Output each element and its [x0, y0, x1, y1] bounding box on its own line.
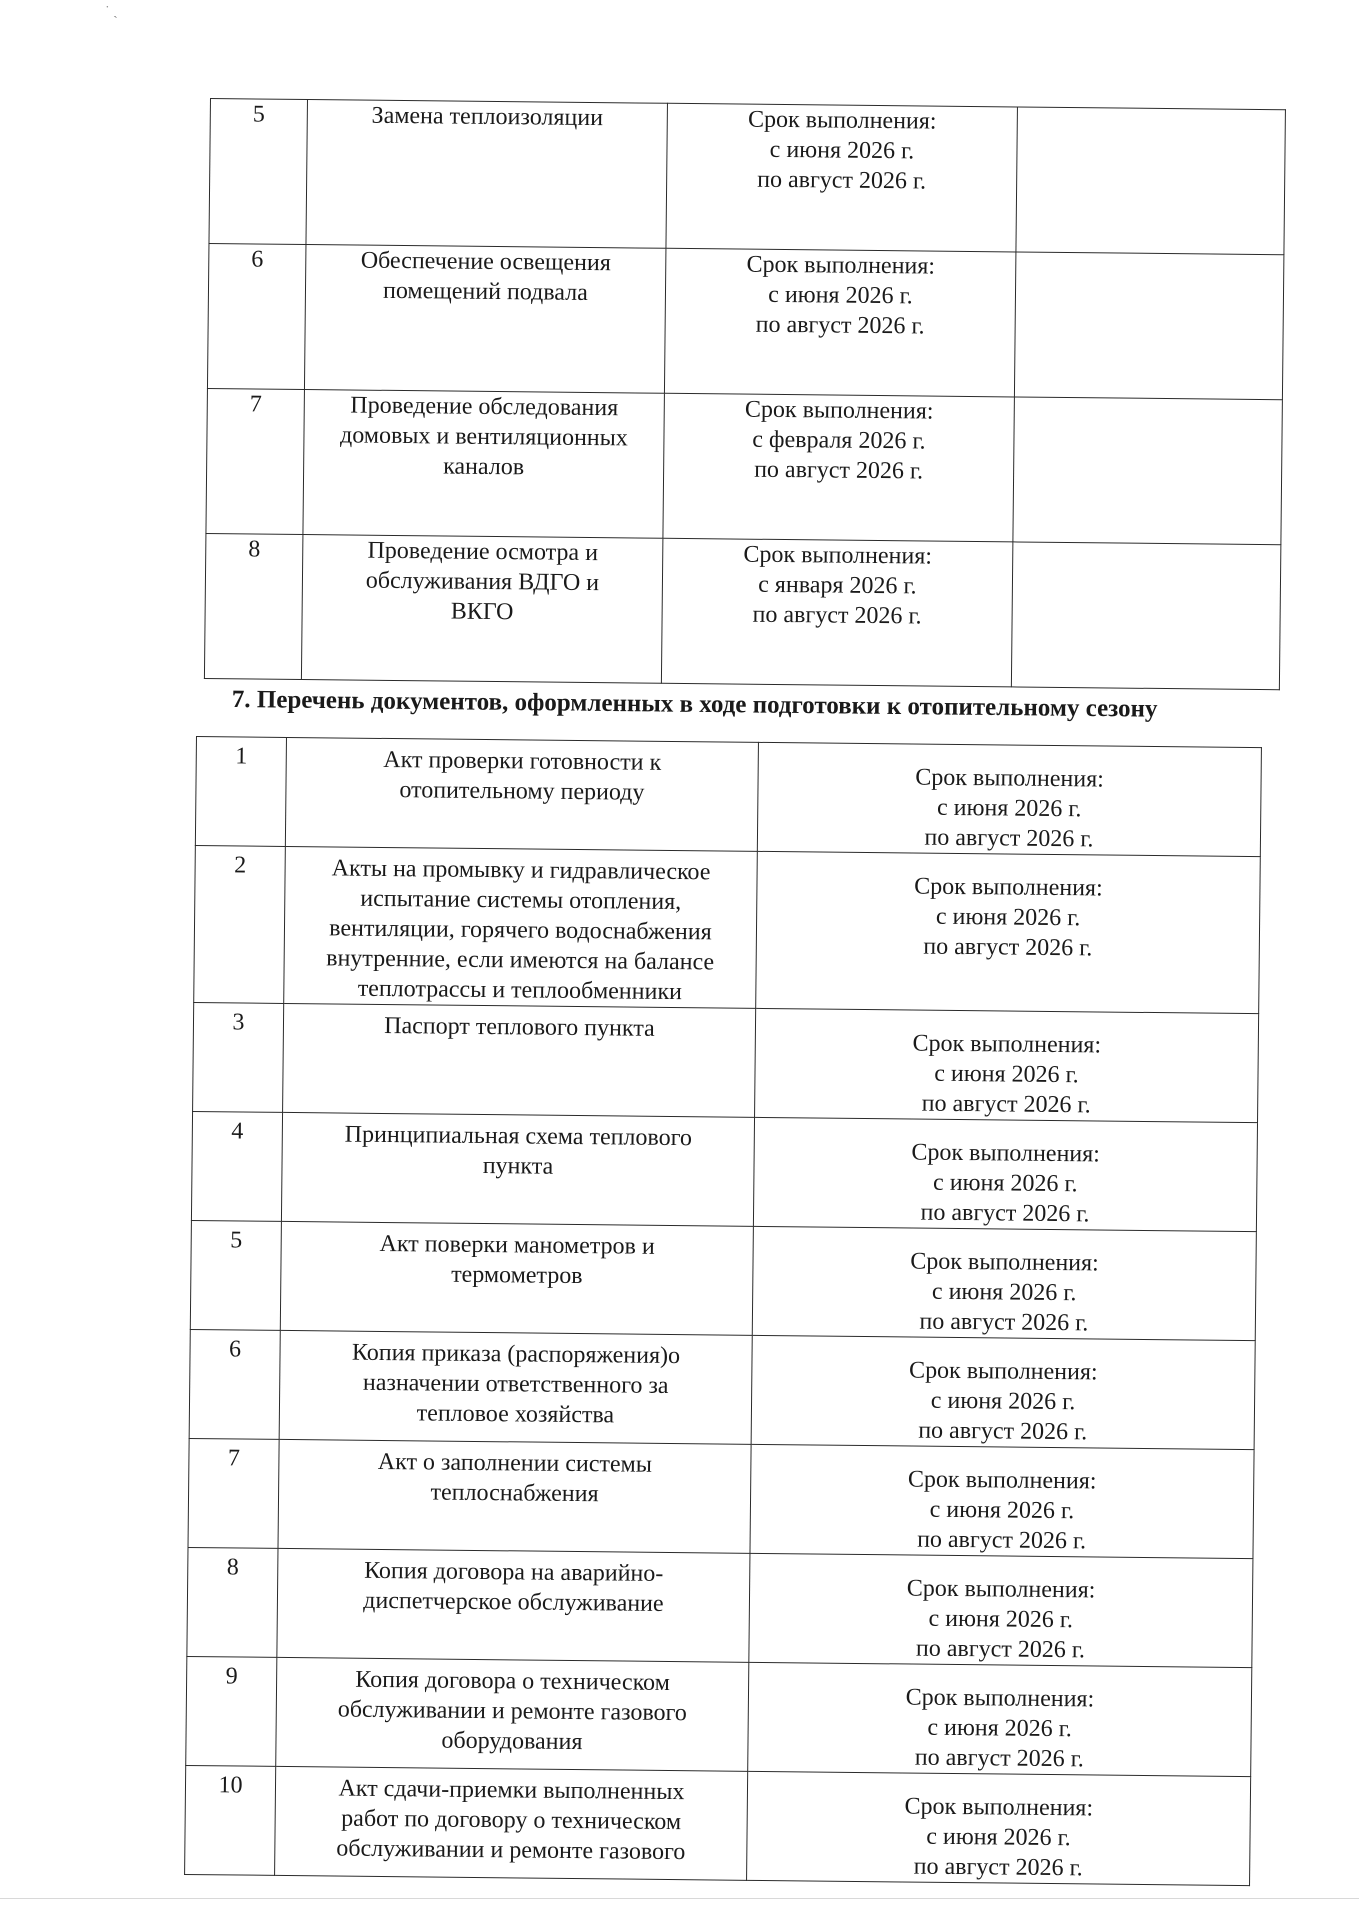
work-name-line: помещений подвала	[382, 277, 588, 306]
document-term-line: Срок выполнения:	[905, 1684, 1095, 1713]
work-name-line: Проведение обследования	[350, 392, 619, 422]
documents-table-row	[187, 1547, 1253, 1667]
documents-table-row	[195, 737, 1261, 857]
document-term-line: Срок выполнения:	[907, 1466, 1097, 1495]
document-term	[753, 1117, 1257, 1231]
document-name-line: Копия договора на аварийно-	[364, 1557, 664, 1587]
row-number: 8	[187, 1547, 278, 1657]
document-name-line: вентиляции, горячего водоснабжения	[329, 915, 712, 946]
document-term	[749, 1553, 1253, 1667]
document-term	[755, 1008, 1259, 1122]
document-term	[748, 1662, 1252, 1776]
document-term-line: по август 2026 г.	[913, 1853, 1083, 1882]
document-name-line: Копия приказа (распоряжения)о	[351, 1339, 681, 1370]
document-name-line: Принципиальная схема теплового	[344, 1121, 693, 1152]
row-number: 5	[209, 99, 308, 245]
document-name	[283, 1003, 756, 1117]
works-table	[204, 98, 1286, 690]
work-term-line: Срок выполнения:	[744, 396, 934, 425]
document-term-line: с июня 2026 г.	[936, 794, 1082, 823]
documents-table-row	[194, 845, 1261, 1013]
row-number: 7	[188, 1438, 279, 1548]
document-name-line: пункта	[482, 1153, 554, 1180]
work-term-line: с июня 2026 г.	[769, 136, 915, 165]
work-name	[303, 390, 664, 539]
document-term-line: Срок выполнения:	[912, 1030, 1102, 1059]
document-name	[278, 1439, 751, 1553]
work-term	[663, 393, 1014, 542]
document-term	[752, 1226, 1256, 1340]
work-name	[306, 100, 667, 249]
work-term-line: с февраля 2026 г.	[752, 426, 926, 455]
work-name-line: Проведение осмотра и	[367, 537, 599, 567]
documents-table	[184, 736, 1262, 1886]
section-heading: 7. Перечень документов, оформленных в ходе подготовки к отопительному сезону	[231, 686, 1158, 723]
document-name-line: тепловое хозяйства	[416, 1400, 615, 1429]
work-term-line: Срок выполнения:	[746, 251, 936, 280]
document-name-line: Акт проверки готовности к	[383, 746, 662, 776]
work-term	[666, 103, 1017, 252]
work-note	[1013, 397, 1283, 545]
document-term-line: Срок выполнения:	[908, 1357, 1098, 1386]
scan-edge-line	[0, 1898, 1359, 1899]
scan-artifact: ˙ ˏ	[105, 4, 118, 19]
row-number: 7	[206, 388, 305, 534]
work-term-line: Срок выполнения:	[747, 106, 937, 135]
document-term	[751, 1335, 1255, 1449]
document-term-line: по август 2026 г.	[915, 1635, 1086, 1664]
work-note	[1014, 252, 1284, 400]
document-name-line: диспетчерское обслуживание	[363, 1587, 664, 1617]
document-name-line: теплотрассы и теплообменники	[357, 975, 683, 1006]
document-name	[281, 1112, 754, 1226]
documents-table-row	[186, 1656, 1252, 1776]
row-number: 2	[194, 845, 286, 1003]
works-table-row	[204, 533, 1280, 689]
document-name-line: испытание системы отопления,	[360, 885, 682, 916]
work-term-line: по август 2026 г.	[752, 601, 922, 630]
document-term-line: с июня 2026 г.	[928, 1605, 1074, 1634]
document-name-line: отопительному периоду	[399, 777, 645, 806]
row-number: 1	[195, 737, 286, 847]
documents-table-body	[185, 737, 1262, 1886]
work-name-line: Замена теплоизоляции	[371, 102, 604, 132]
work-term-line: по август 2026 г.	[755, 311, 925, 340]
document-term	[747, 1771, 1251, 1885]
document-name-line: Паспорт теплового пункта	[384, 1012, 655, 1042]
document-term-line: с июня 2026 г.	[929, 1496, 1075, 1525]
work-note	[1016, 107, 1286, 255]
document-name	[280, 1221, 753, 1335]
document-term	[750, 1444, 1254, 1558]
document-term-line: по август 2026 г.	[921, 1090, 1091, 1119]
works-table-body	[204, 99, 1285, 690]
row-number: 6	[189, 1329, 280, 1439]
document-term	[756, 851, 1261, 1013]
documents-table-row	[185, 1765, 1251, 1885]
works-table-row	[206, 388, 1282, 544]
document-term-line: с июня 2026 г.	[930, 1387, 1076, 1416]
document-term-line: с июня 2026 г.	[926, 1823, 1071, 1852]
document-name	[279, 1330, 752, 1444]
document-name-line: Акт сдачи-приемки выполненных	[338, 1775, 685, 1806]
work-term	[661, 538, 1012, 687]
work-term-line: по август 2026 г.	[757, 166, 927, 195]
document-term-line: по август 2026 г.	[924, 824, 1094, 853]
documents-table-row	[190, 1220, 1256, 1340]
work-term-line: с января 2026 г.	[758, 571, 917, 600]
work-name	[304, 245, 665, 394]
document-name-line: обслуживании и ремонте газового	[337, 1696, 687, 1727]
document-term-line: Срок выполнения:	[914, 873, 1103, 902]
document-name-line: Акт поверки манометров и	[379, 1230, 655, 1260]
document-name	[285, 737, 758, 851]
work-term-line: по август 2026 г.	[754, 456, 924, 485]
work-note	[1011, 542, 1281, 690]
work-name	[301, 534, 662, 683]
documents-table-row	[193, 1002, 1259, 1122]
document-name	[277, 1548, 750, 1662]
document-name-line: внутренние, если имеются на балансе	[326, 945, 715, 976]
document-name	[284, 846, 758, 1008]
document-name-line: обслуживании и ремонте газового	[336, 1835, 686, 1866]
document-term-line: по август 2026 г.	[920, 1199, 1090, 1228]
document-name-line: работ по договору о техническом	[341, 1805, 682, 1836]
document-name-line: Акт о заполнении системы	[377, 1448, 653, 1478]
document-name-line: теплоснабжения	[430, 1479, 599, 1508]
document-term-line: Срок выполнения:	[915, 764, 1104, 793]
document-term-line: с июня 2026 г.	[927, 1714, 1073, 1743]
row-number: 9	[186, 1656, 277, 1766]
work-term	[664, 248, 1015, 397]
row-number: 6	[207, 243, 306, 389]
document-term-line: с июня 2026 г.	[931, 1278, 1077, 1307]
row-number: 3	[193, 1002, 284, 1112]
document-term	[757, 742, 1261, 856]
document-term-line: с июня 2026 г.	[934, 1060, 1079, 1089]
work-name-line: каналов	[443, 453, 525, 481]
documents-table-row	[191, 1111, 1257, 1231]
document-name	[275, 1766, 748, 1880]
document-term-line: Срок выполнения:	[910, 1248, 1099, 1277]
work-name-line: домовых и вентиляционных	[339, 422, 628, 452]
work-name-line: обслуживания ВДГО и	[365, 567, 600, 597]
document-name-line: термометров	[451, 1261, 583, 1290]
document-name-line: назначении ответственного за	[362, 1369, 669, 1399]
document-term-line: по август 2026 г.	[918, 1417, 1088, 1446]
work-term-line: с июня 2026 г.	[768, 281, 913, 310]
document-term-line: Срок выполнения:	[911, 1139, 1101, 1168]
document-term-line: с июня 2026 г.	[935, 903, 1081, 932]
document-term-line: с июня 2026 г.	[932, 1169, 1078, 1198]
row-number: 5	[190, 1220, 281, 1330]
document-term-line: Срок выполнения:	[906, 1575, 1096, 1604]
row-number: 8	[204, 533, 303, 679]
document-term-line: по август 2026 г.	[923, 933, 1093, 962]
document-term-line: по август 2026 г.	[917, 1526, 1087, 1555]
document-name-line: Копия договора о техническом	[355, 1666, 670, 1697]
work-term-line: Срок выполнения:	[743, 541, 933, 570]
document-term-line: по август 2026 г.	[919, 1308, 1089, 1337]
document-term-line: Срок выполнения:	[904, 1793, 1094, 1822]
document-term-line: по август 2026 г.	[914, 1744, 1084, 1773]
document-name-line: оборудования	[441, 1727, 583, 1756]
row-number: 4	[191, 1111, 282, 1221]
work-name-line: Обеспечение освещения	[360, 247, 611, 277]
documents-table-row	[189, 1329, 1255, 1449]
document-name	[276, 1657, 749, 1771]
works-table-row	[207, 243, 1283, 399]
document-name-line: Акты на промывку и гидравлическое	[331, 855, 711, 886]
works-table-row	[209, 99, 1285, 255]
row-number: 10	[185, 1765, 276, 1875]
work-name-line: ВКГО	[450, 598, 514, 626]
documents-table-row	[188, 1438, 1254, 1558]
